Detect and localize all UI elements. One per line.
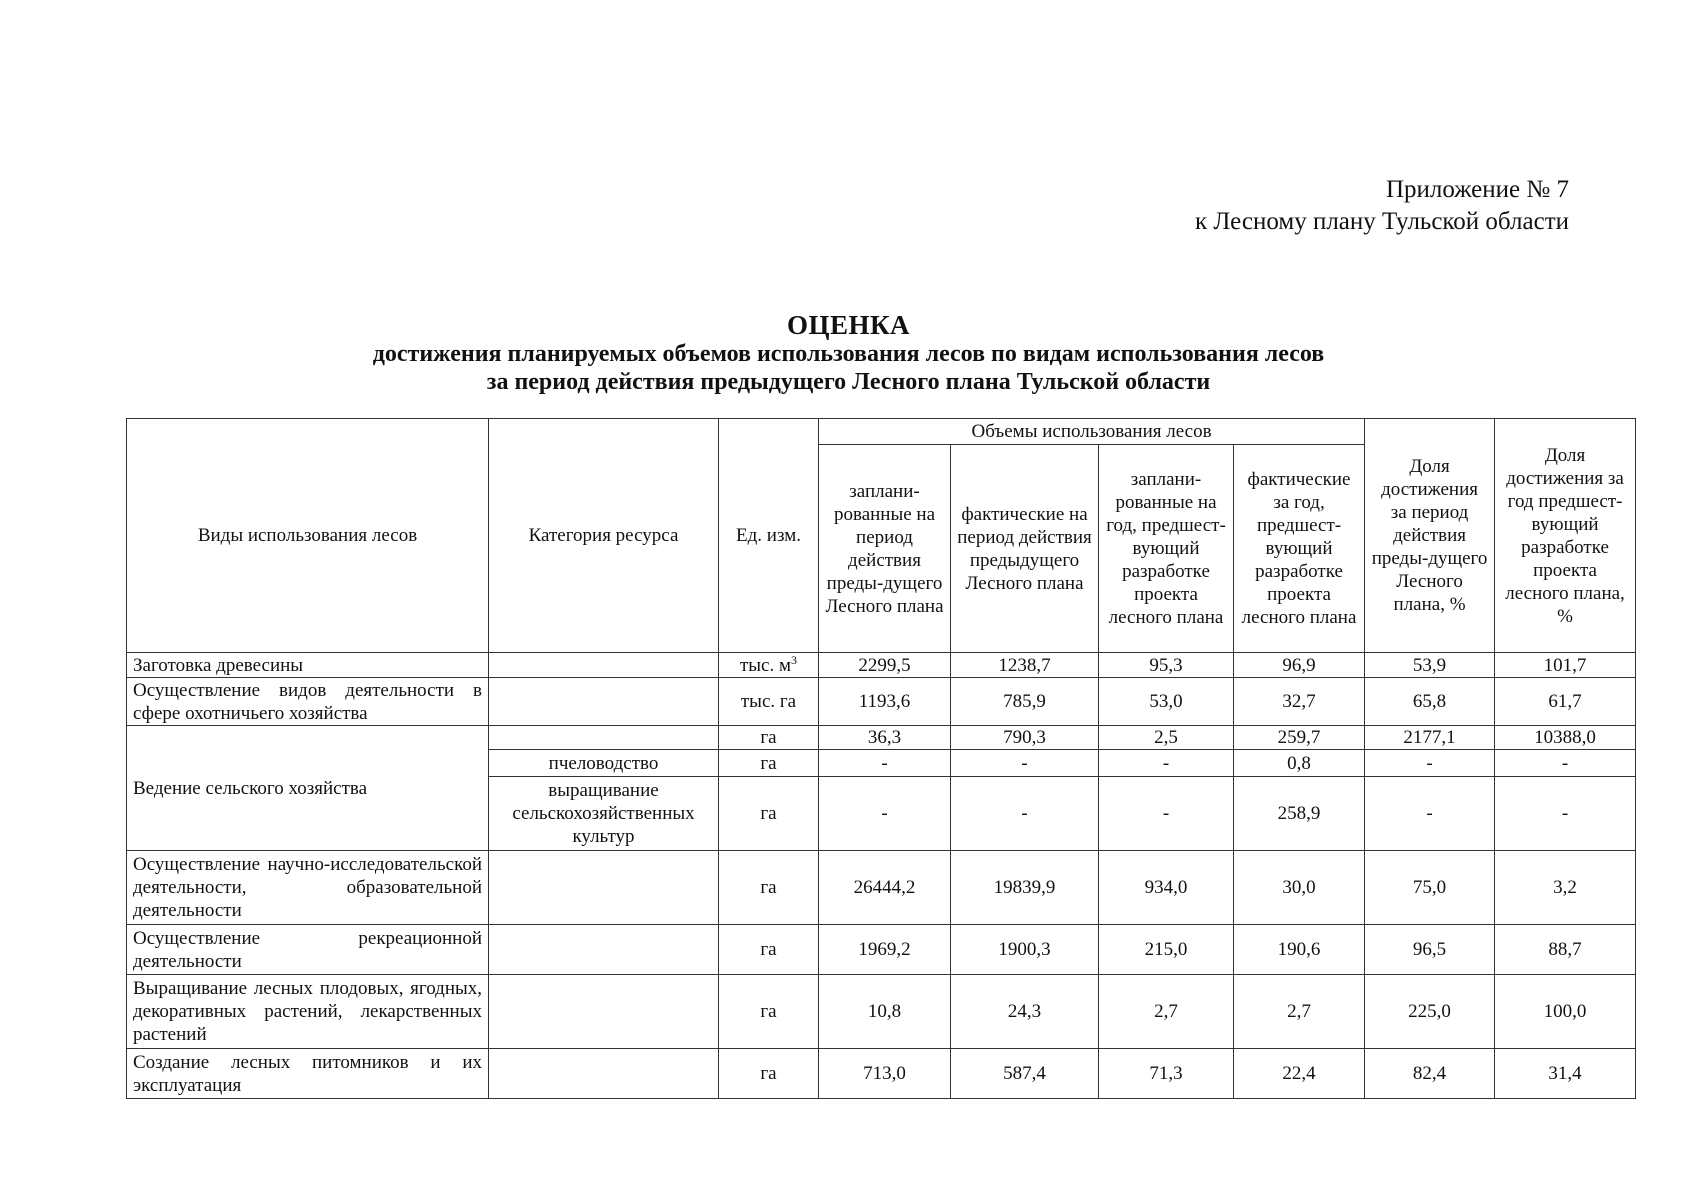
row-value: 65,8 [1365, 678, 1495, 726]
row-value: 258,9 [1234, 777, 1365, 851]
appendix-number: Приложение № 7 [1385, 176, 1569, 203]
title-subheading-2: за период действия предыдущего Лесного плана Тульской области [486, 369, 1211, 395]
row-value: 61,7 [1495, 678, 1636, 726]
row-category [489, 851, 719, 925]
row-value: - [951, 777, 1099, 851]
row-value: 75,0 [1365, 851, 1495, 925]
row-value: 96,5 [1365, 925, 1495, 975]
row-value: 2,7 [1099, 975, 1234, 1049]
header-category: Категория ресурса [489, 419, 719, 653]
header-planned-year: заплани-рованные на год, предшест-вующий разработке проекта лесного плана [1099, 445, 1234, 653]
row-value: 587,4 [951, 1049, 1099, 1099]
row-type: Создание лесных питомников и их эксплуатация [127, 1049, 489, 1099]
row-value: 10,8 [819, 975, 951, 1049]
row-value: 32,7 [1234, 678, 1365, 726]
row-value: - [1495, 777, 1636, 851]
assessment-table [126, 418, 1636, 1099]
row-type: Осуществление рекреационной деятельности [127, 925, 489, 975]
row-value: 785,9 [951, 678, 1099, 726]
row-value: - [819, 777, 951, 851]
header-actual-year: фактические за год, предшест-вующий разработке проекта лесного плана [1234, 445, 1365, 653]
row-value: - [951, 750, 1099, 777]
table-row [127, 726, 1636, 750]
row-value: 2299,5 [819, 653, 951, 678]
row-value: 53,9 [1365, 653, 1495, 678]
row-value: 713,0 [819, 1049, 951, 1099]
title-heading: ОЦЕНКА [786, 310, 911, 340]
row-value: 1900,3 [951, 925, 1099, 975]
row-type: Осуществление видов деятельности в сфере охотничьего хозяйства [127, 678, 489, 726]
row-value: 790,3 [951, 726, 1099, 750]
document-title [0, 310, 1697, 396]
row-value: 1193,6 [819, 678, 951, 726]
row-value: 30,0 [1234, 851, 1365, 925]
row-value: 934,0 [1099, 851, 1234, 925]
row-category [489, 1049, 719, 1099]
row-category [489, 975, 719, 1049]
row-value: 22,4 [1234, 1049, 1365, 1099]
row-value: 96,9 [1234, 653, 1365, 678]
header-actual-period: фактические на период действия предыдущего Лесного плана [951, 445, 1099, 653]
row-type: Осуществление научно-исследовательской деятельности, образовательной деятельности [127, 851, 489, 925]
row-category [489, 726, 719, 750]
row-value: 82,4 [1365, 1049, 1495, 1099]
row-value: 2177,1 [1365, 726, 1495, 750]
row-value: 2,7 [1234, 975, 1365, 1049]
row-value: - [1365, 750, 1495, 777]
header-volumes: Объемы использования лесов [819, 419, 1365, 445]
row-value: - [1099, 777, 1234, 851]
row-unit: га [719, 750, 819, 777]
row-category [489, 653, 719, 678]
row-category [489, 678, 719, 726]
row-type: Заготовка древесины [127, 653, 489, 678]
row-value: 31,4 [1495, 1049, 1636, 1099]
row-value: 100,0 [1495, 975, 1636, 1049]
row-unit: га [719, 777, 819, 851]
table-row [127, 678, 1636, 726]
row-value: - [1495, 750, 1636, 777]
row-value: 101,7 [1495, 653, 1636, 678]
row-value: 259,7 [1234, 726, 1365, 750]
title-subheading-1: достижения планируемых объемов использования лесов по видам использования лесов [372, 341, 1325, 367]
row-unit: га [719, 851, 819, 925]
header-share-period: Доля достижения за период действия преды-дущего Лесного плана, % [1365, 419, 1495, 653]
row-value: 88,7 [1495, 925, 1636, 975]
row-unit: га [719, 975, 819, 1049]
row-value: 1969,2 [819, 925, 951, 975]
row-value: 95,3 [1099, 653, 1234, 678]
row-value: 3,2 [1495, 851, 1636, 925]
row-value: - [1099, 750, 1234, 777]
appendix-caption [1195, 174, 1569, 238]
row-category [489, 925, 719, 975]
row-value: - [1365, 777, 1495, 851]
table-row [127, 1049, 1636, 1099]
row-value: - [819, 750, 951, 777]
row-value: 215,0 [1099, 925, 1234, 975]
row-unit: тыс. га [719, 678, 819, 726]
row-value: 71,3 [1099, 1049, 1234, 1099]
row-value: 36,3 [819, 726, 951, 750]
row-unit: тыс. $м^3$ [719, 653, 819, 678]
row-category: выращивание сельскохозяйственных культур [489, 777, 719, 851]
row-value: 24,3 [951, 975, 1099, 1049]
row-value: 10388,0 [1495, 726, 1636, 750]
header-type: Виды использования лесов [127, 419, 489, 653]
table-row [127, 975, 1636, 1049]
header-planned-period: заплани-рованные на период действия преды-дущего Лесного плана [819, 445, 951, 653]
appendix-reference: к Лесному плану Тульской области [1194, 208, 1569, 235]
row-type: Выращивание лесных плодовых, ягодных, декоративных растений, лекарственных растений [127, 975, 489, 1049]
table-row [127, 851, 1636, 925]
table-row [127, 925, 1636, 975]
row-unit: га [719, 726, 819, 750]
row-value: 225,0 [1365, 975, 1495, 1049]
row-unit: га [719, 1049, 819, 1099]
row-value: 0,8 [1234, 750, 1365, 777]
header-share-year: Доля достижения за год предшест-вующий разработке проекта лесного плана, % [1495, 419, 1636, 653]
row-value: 19839,9 [951, 851, 1099, 925]
table-row [127, 653, 1636, 678]
row-value: 26444,2 [819, 851, 951, 925]
row-unit: га [719, 925, 819, 975]
row-value: 1238,7 [951, 653, 1099, 678]
row-value: 53,0 [1099, 678, 1234, 726]
row-value: 190,6 [1234, 925, 1365, 975]
row-type: Ведение сельского хозяйства [127, 726, 489, 851]
row-category: пчеловодство [489, 750, 719, 777]
row-value: 2,5 [1099, 726, 1234, 750]
header-unit: Ед. изм. [719, 419, 819, 653]
